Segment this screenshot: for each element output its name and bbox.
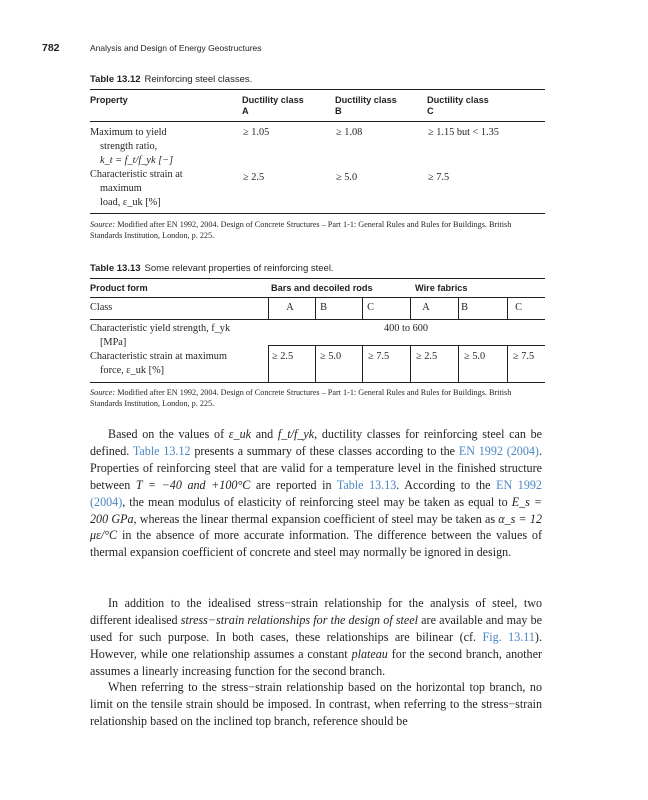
strain-cell: ≥ 7.5 xyxy=(368,351,390,362)
class-cell: A xyxy=(422,302,430,313)
column-header-property: Property xyxy=(90,95,128,105)
property-cell-line: load, ε_uk [%] xyxy=(100,197,161,208)
property-cell-line: Characteristic strain at xyxy=(90,169,183,180)
table-cell: ≥ 1.08 xyxy=(336,127,363,138)
source-label: Source: xyxy=(90,388,116,397)
math-thermal-expansion: α_s = 12 με/°C xyxy=(90,511,542,543)
property-cell-line: k_t = f_t/f_yk [−] xyxy=(100,155,174,166)
math-elastic-modulus: E_s = 200 GPa xyxy=(90,494,542,526)
table-cell: ≥ 7.5 xyxy=(428,172,450,183)
yield-strength-value: 400 to 600 xyxy=(383,323,429,334)
property-cell-line: strength ratio, xyxy=(100,141,158,152)
body-paragraph-1 xyxy=(90,426,542,561)
column-header-class-c: Ductility class C xyxy=(427,95,489,116)
italic-term: stress−strain relationships for the design of steel xyxy=(180,612,419,627)
class-cell: B xyxy=(461,302,468,313)
text-run: are reported in xyxy=(250,477,337,492)
text-run: , whereas the linear thermal expansion coefficient of steel may be taken as xyxy=(133,511,499,526)
running-title: Analysis and Design of Energy Geostructures xyxy=(90,43,262,53)
strain-cell: ≥ 5.0 xyxy=(320,351,342,362)
table-top-rule xyxy=(90,89,545,90)
table-cell: ≥ 2.5 xyxy=(243,172,265,183)
en-1992-citation-link[interactable]: EN 1992 (2004) xyxy=(90,477,542,509)
grid-line xyxy=(315,297,316,319)
grid-line xyxy=(362,297,363,319)
table-13-13-caption xyxy=(90,263,334,274)
column-header-class-b: Ductility class B xyxy=(335,95,397,116)
body-paragraph-3: When referring to the stress−strain relationship based on the horizontal top branch, no limit on the tensile strain should be imposed. In contrast, when referring to the stress−strain relationship based on the inclined top branch, reference should be xyxy=(90,680,542,728)
table-row xyxy=(90,168,183,210)
class-cell: C xyxy=(515,302,522,313)
text-run: for the second branch, another assumes a linearly increasing function for the second branch. xyxy=(90,646,542,678)
grid-line xyxy=(410,297,411,319)
text-run: , ductility classes for reinforcing steel can be defined. xyxy=(90,427,542,458)
en-1992-citation-link[interactable]: EN 1992 (2004) xyxy=(458,443,539,458)
table-cell: ≥ 1.15 but < 1.35 xyxy=(428,127,499,138)
text-run: Based on the values of xyxy=(108,427,229,441)
table-source-note xyxy=(90,219,545,241)
row-label-line: force, ε_uk [%] xyxy=(100,365,165,376)
table-13-13-link[interactable]: Table 13.13 xyxy=(336,477,397,492)
row-label-line: [MPa] xyxy=(100,337,127,348)
page-number: 782 xyxy=(42,42,60,54)
text-run: In addition to the idealised stress−strain relationship for the analysis of steel, two different idealised xyxy=(90,596,542,627)
grid-line xyxy=(315,345,316,382)
source-text: Modified after EN 1992, 2004. Design of Concrete Structures – Part 1-1: General Rules and Rules for Buildings. British Standards Institution, London, p. 225. xyxy=(90,220,512,240)
strain-cell: ≥ 2.5 xyxy=(272,351,294,362)
column-header-wire-fabrics: Wire fabrics xyxy=(415,283,468,293)
math-strength-ratio: f_t/f_yk xyxy=(277,427,315,441)
text-run: and xyxy=(251,427,278,441)
table-bottom-rule xyxy=(90,213,545,214)
text-run: . Properties of reinforcing steel that are valid for a temperature level in the finished structure between xyxy=(90,443,542,492)
text-run: . According to the xyxy=(396,477,497,492)
source-text: Modified after EN 1992, 2004. Design of Concrete Structures – Part 1-1: General Rules and Rules for Buildings. British Standards Institution, London, p. 225. xyxy=(90,388,512,408)
math-epsilon-uk: ε_uk xyxy=(228,427,252,441)
table-13-12-link[interactable]: Table 13.12 xyxy=(132,443,191,458)
table-cell: ≥ 5.0 xyxy=(336,172,358,183)
yield-row-label xyxy=(90,322,230,350)
table-label: Table 13.12 xyxy=(90,74,141,85)
grid-line xyxy=(458,345,459,382)
grid-line xyxy=(410,345,411,382)
row-rule xyxy=(90,319,545,320)
grid-line xyxy=(268,345,269,382)
grid-line xyxy=(362,345,363,382)
strain-cell: ≥ 7.5 xyxy=(513,351,535,362)
row-rule xyxy=(268,345,545,346)
text-run: ). However, while one relationship assumes a constant xyxy=(90,629,542,661)
property-cell-line: maximum xyxy=(100,183,142,194)
table-caption-text: Some relevant properties of reinforcing steel. xyxy=(144,263,334,274)
body-paragraph-2 xyxy=(90,595,542,680)
strain-row-label xyxy=(90,350,227,378)
class-row-label: Class xyxy=(90,302,113,313)
grid-line xyxy=(507,297,508,319)
math-temperature-range: T = −40 and +100°C xyxy=(135,477,251,492)
column-header-bars: Bars and decoiled rods xyxy=(271,283,373,293)
figure-13-11-link[interactable]: Fig. 13.11 xyxy=(482,629,535,644)
table-header-rule xyxy=(90,121,545,122)
table-row xyxy=(90,126,173,168)
grid-line xyxy=(458,297,459,319)
table-bottom-rule xyxy=(90,382,545,383)
table-caption-text: Reinforcing steel classes. xyxy=(144,74,253,85)
table-source-note xyxy=(90,387,545,409)
table-cell: ≥ 1.05 xyxy=(243,127,270,138)
text-run: in the absence of more accurate information. The difference between the values of thermal expansion coefficient of concrete and steel may normally be ignored in design. xyxy=(90,528,542,560)
row-label-line: Characteristic yield strength, f_yk xyxy=(90,323,231,334)
strain-cell: ≥ 2.5 xyxy=(416,351,438,362)
grid-line xyxy=(507,345,508,382)
strain-cell: ≥ 5.0 xyxy=(464,351,486,362)
italic-term: plateau xyxy=(351,646,388,661)
text-run: , the mean modulus of elasticity of reinforcing steel may be taken as equal to xyxy=(122,494,512,509)
column-header-product-form: Product form xyxy=(90,283,148,293)
table-header-rule xyxy=(90,297,545,298)
grid-line xyxy=(268,297,269,319)
text-run: are available and may be used for such purpose. In both cases, these relationships are bilinear (cf. xyxy=(90,612,542,644)
class-cell: B xyxy=(320,302,327,313)
row-label-line: Characteristic strain at maximum xyxy=(90,351,227,362)
table-top-rule xyxy=(90,278,545,279)
text-run: presents a summary of these classes according to the xyxy=(190,443,459,458)
class-cell: C xyxy=(367,302,374,313)
table-13-12-caption xyxy=(90,74,252,85)
column-header-class-a: Ductility class A xyxy=(242,95,304,116)
table-label: Table 13.13 xyxy=(90,263,141,274)
source-label: Source: xyxy=(90,220,116,229)
property-cell-line: Maximum to yield xyxy=(90,127,167,138)
class-cell: A xyxy=(286,302,294,313)
